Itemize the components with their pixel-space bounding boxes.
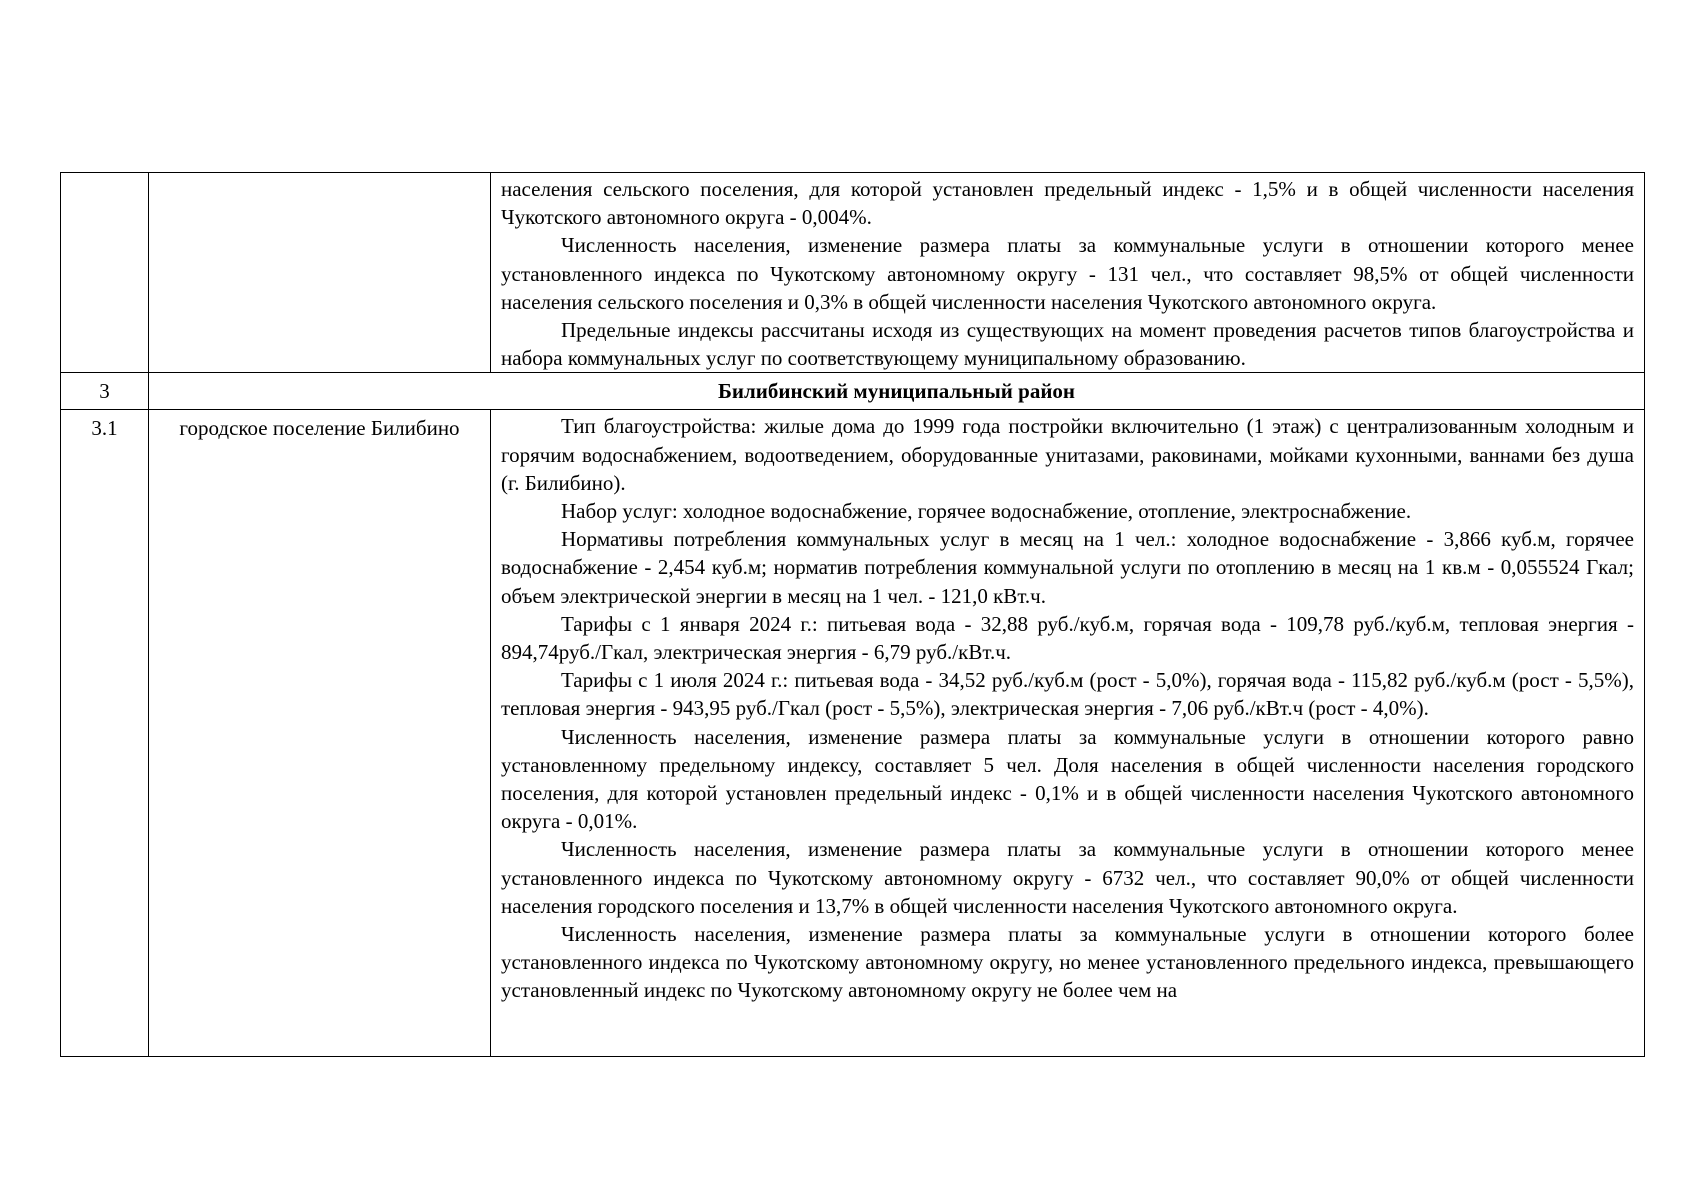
paragraph: Численность населения, изменение размера платы за коммунальные услуги в отношении которого менее установленного индекса по Чукотскому автономному округу - 6732 чел., что составляет 90,0% от общей численности населения городского поселения и 13,7% в общей численности населения Чукотского автономного округа. — [501, 837, 1634, 918]
table-row-district — [61, 373, 1645, 410]
paragraph: Численность населения, изменение размера платы за коммунальные услуги в отношении которого равно установленному предельному индексу, составляет 5 чел. Доля населения в общей численности населения городского поселения, для которой установлен предельный индекс - 0,1% и в общей численности населения Чукотского автономного округа - 0,01%. — [501, 724, 1634, 834]
district-title: Билибинский муниципальный район — [149, 373, 1645, 410]
paragraph: Набор услуг: холодное водоснабжение, горячее водоснабжение, отопление, электроснабжение. — [561, 499, 1412, 524]
paragraph-continued: населения сельского поселения, для которой установлен предельный индекс - 1,5% и в общей численности населения Чукотского автономного округа - 0,004%. — [501, 177, 1634, 230]
table-row-settlement — [61, 410, 1645, 1057]
cell-description — [491, 410, 1645, 1057]
district-number: 3 — [61, 373, 149, 410]
cell-number-empty — [61, 173, 149, 373]
paragraph: Тарифы с 1 января 2024 г.: питьевая вода - 32,88 руб./куб.м, горячая вода - 109,78 руб./куб.м, тепловая энергия - 894,74руб./Гкал, электрическая энергия - 6,79 руб./кВт.ч. — [501, 611, 1634, 665]
paragraph: Тип благоустройства: жилые дома до 1999 года постройки включительно (1 этаж) с централизованным холодным и горячим водоснабжением, водоотведением, оборудованные унитазами, раковинами, мойками кухонными, ваннами без душа (г. Билибино). — [501, 414, 1634, 495]
cell-name-empty — [149, 173, 491, 373]
table-row-continuation — [61, 173, 1645, 373]
paragraph: Тарифы с 1 июля 2024 г.: питьевая вода - 34,52 руб./куб.м (рост - 5,0%), горячая вода - 115,82 руб./куб.м (рост - 5,5%), тепловая энергия - 943,95 руб./Гкал (рост - 5,5%), электрическая энергия - 7,06 руб./кВт.ч (рост - 4,0%). — [501, 668, 1634, 721]
description-body — [501, 412, 1634, 1056]
paragraph: Предельные индексы рассчитаны исходя из существующих на момент проведения расчетов типов благоустройства и набора коммунальных услуг по соответствующему муниципальному образованию. — [501, 318, 1634, 371]
paragraph: Нормативы потребления коммунальных услуг в месяц на 1 чел.: холодное водоснабжение - 3,866 куб.м, горячее водоснабжение - 2,454 куб.м; норматив потребления коммунальной услуги по отоплению в месяц на 1 кв.м - 0,055524 Гкал; объем электрической энергии в месяц на 1 чел. - 121,0 кВт.ч. — [501, 527, 1634, 608]
indices-table — [60, 172, 1645, 1057]
paragraph: Численность населения, изменение размера платы за коммунальные услуги в отношении которого более установленного индекса по Чукотскому автономному округу, но менее установленного предельного индекса, превышающего установленный индекс по Чукотскому автономному округу не более чем на — [501, 922, 1634, 1003]
settlement-name: городское поселение Билибино — [149, 410, 491, 1057]
paragraph: Численность населения, изменение размера платы за коммунальные услуги в отношении которого менее установленного индекса по Чукотскому автономному округу - 131 чел., что составляет 98,5% от общей численности населения сельского поселения и 0,3% в общей численности населения Чукотского автономного округа. — [501, 233, 1634, 314]
cell-description-continued — [491, 173, 1645, 373]
settlement-number: 3.1 — [61, 410, 149, 1057]
